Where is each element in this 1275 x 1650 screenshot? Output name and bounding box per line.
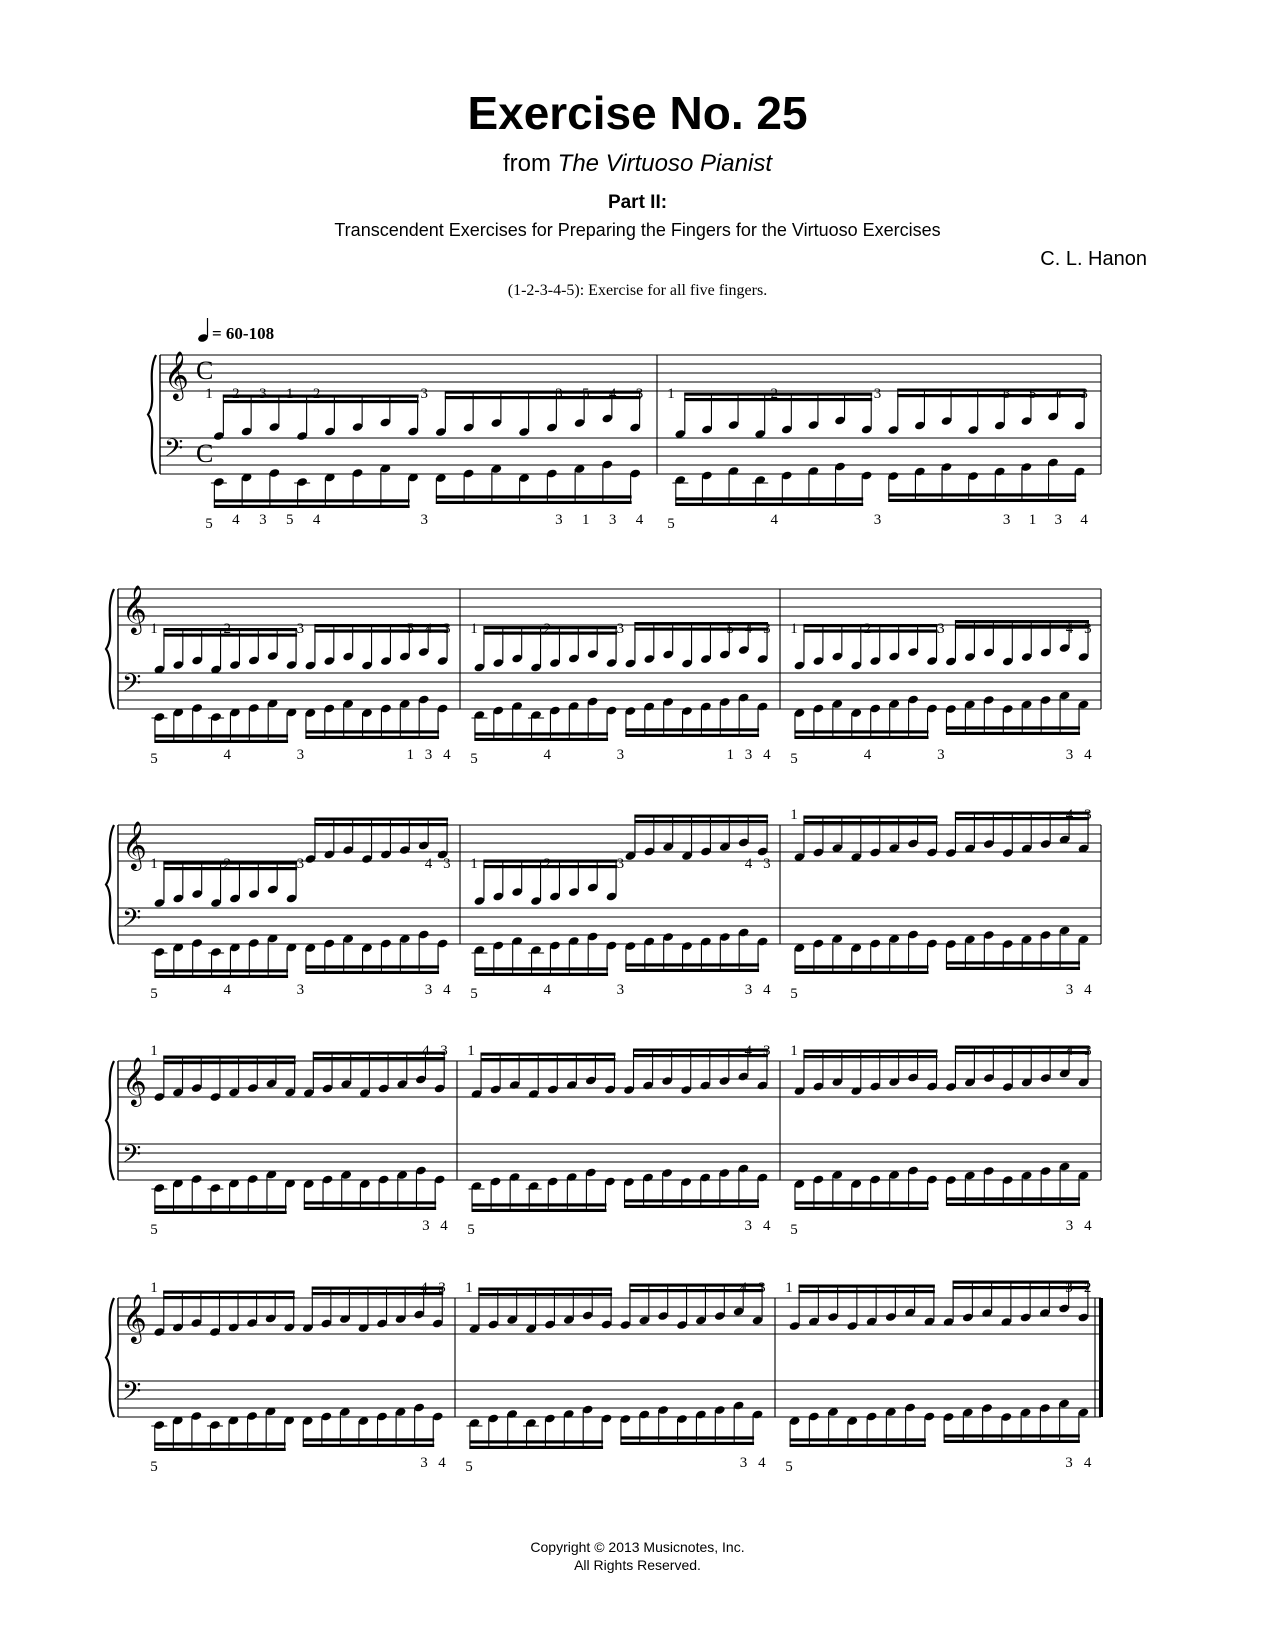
beam (469, 1446, 603, 1449)
bass-clef-icon: 𝄢 (122, 1140, 142, 1175)
fingering-number: 5 (581, 386, 590, 402)
beam (794, 1207, 928, 1210)
fingering-number: 3 (739, 1455, 748, 1471)
fingering-number: 3 (555, 512, 563, 528)
fingering-number: 1 (150, 1043, 158, 1059)
fingering-number: 3 (616, 747, 625, 763)
fingering-number: 3 (758, 1280, 766, 1296)
beam (478, 1293, 612, 1296)
final-barline (1099, 1298, 1103, 1417)
fingering-number: 3 (1080, 386, 1088, 402)
fingering-number: 4 (608, 386, 617, 402)
treble-clef-icon: 𝄞 (122, 820, 147, 869)
fingering-number: 4 (1084, 747, 1092, 763)
fingering-number: 1 (470, 621, 478, 637)
page-title: Exercise No. 25 (467, 87, 808, 139)
beam (888, 493, 1076, 496)
fingering-number: 3 (1084, 621, 1092, 637)
beam (154, 1211, 286, 1214)
instruction: (1-2-3-4-5): Exercise for all five fingers. (507, 282, 768, 299)
fingering-number: 5 (790, 986, 798, 1002)
fingering-number: 4 (424, 856, 433, 872)
beam (223, 395, 419, 398)
bass-clef-icon: 𝄢 (164, 434, 184, 469)
fingering-number: 3 (763, 621, 771, 637)
fingering-number: 4 (1065, 807, 1074, 823)
fingering-number: 5 (467, 1222, 475, 1238)
fingering-number: 4 (758, 1455, 766, 1471)
fingering-number: 1 (726, 747, 734, 763)
beam (888, 499, 1076, 502)
fingering-number: 4 (232, 512, 240, 528)
part-heading: Part II: (607, 192, 668, 213)
fingering-number: 4 (635, 512, 644, 528)
fingering-number: 3 (744, 1218, 753, 1234)
fingering-number: 3 (443, 621, 451, 637)
fingering-number: 4 (1084, 982, 1092, 998)
fingering-number: 4 (1065, 621, 1074, 637)
fingering-number: 4 (438, 1455, 446, 1471)
fingering-number: 3 (1002, 386, 1011, 402)
beam (305, 730, 439, 733)
fingering-number: 4 (312, 512, 321, 528)
fingering-number: 3 (296, 982, 305, 998)
fingering-number: 3 (438, 1280, 446, 1296)
fingering-number: 1 (467, 1043, 475, 1059)
beam (946, 726, 1080, 729)
beam (803, 1055, 937, 1058)
fingering-number: 4 (770, 512, 779, 528)
beam (314, 818, 448, 821)
fingering-number: 1 (790, 621, 798, 637)
brace-icon (106, 1061, 114, 1180)
fingering-number: 4 (744, 856, 753, 872)
fingering-number: 1 (667, 386, 675, 402)
fingering-number: 4 (1054, 386, 1063, 402)
fingering-number: 1 (406, 747, 414, 763)
beam (472, 1209, 607, 1212)
fingering-number: 2 (312, 386, 321, 402)
beam (675, 503, 863, 506)
fingering-number: 2 (223, 621, 231, 637)
beam (675, 497, 863, 500)
beam (436, 501, 632, 504)
fingering-number: 3 (616, 856, 625, 872)
composer: C. L. Hanon (1040, 248, 1147, 270)
fingering-number: 4 (424, 621, 433, 637)
fingering-number: 3 (424, 747, 433, 763)
beam (620, 1436, 754, 1439)
beam (305, 971, 439, 974)
fingering-number: 3 (873, 512, 882, 528)
fingering-number: 2 (543, 856, 551, 872)
fingering-number: 1 (465, 1280, 473, 1296)
fingering-number: 5 (150, 986, 158, 1002)
beam (472, 1203, 607, 1206)
treble-clef-icon: 𝄞 (122, 1293, 147, 1342)
fingering-number: 5 (150, 751, 158, 767)
bass-clef-icon: 𝄢 (122, 669, 142, 704)
fingering-number: 4 (744, 1043, 753, 1059)
beam (303, 1444, 434, 1447)
fingering-number: 5 (1028, 386, 1037, 402)
bass-clef-icon: 𝄢 (122, 904, 142, 939)
fingering-number: 3 (608, 512, 617, 528)
fingering-number: 4 (763, 982, 771, 998)
fingering-number: 2 (863, 621, 872, 637)
fingering-number: 4 (443, 747, 451, 763)
beam (154, 975, 288, 978)
fingering-number: 3 (1054, 512, 1063, 528)
beam (794, 730, 928, 733)
fingering-number: 4 (223, 747, 231, 763)
beam (214, 505, 410, 508)
fingering-number: 5 (470, 986, 478, 1002)
beam (154, 734, 288, 737)
fingering-number: 4 (1083, 1455, 1092, 1471)
fingering-number: 1 (790, 1043, 798, 1059)
fingering-number: 5 (667, 516, 675, 532)
fingering-number: 3 (1065, 982, 1074, 998)
beam (163, 1291, 294, 1294)
beam (625, 734, 759, 737)
fingering-number: 4 (1065, 1043, 1074, 1059)
copyright: Copyright © 2013 Musicnotes, Inc. (530, 1539, 745, 1555)
fingering-number: 3 (616, 982, 625, 998)
beam (946, 1203, 1080, 1206)
beam (634, 820, 768, 823)
time-signature: C (196, 356, 214, 385)
beam (154, 1442, 285, 1445)
subtitle-prefix: from (502, 150, 558, 177)
tempo-marking: = 60-108 (212, 324, 275, 343)
fingering-number: 3 (259, 512, 267, 528)
beam (944, 1440, 1080, 1443)
fingering-number: 3 (1084, 807, 1092, 823)
beam (223, 400, 419, 403)
fingering-number: 5 (285, 512, 294, 528)
treble-clef-icon: 𝄞 (122, 584, 147, 633)
fingering-number: 5 (465, 1459, 473, 1475)
fingering-number: 5 (150, 1222, 158, 1238)
fingering-number: 5 (790, 751, 798, 767)
fingering-number: 3 (744, 982, 753, 998)
beam (314, 823, 448, 826)
beam (474, 738, 608, 741)
beam (790, 1444, 926, 1447)
beam (305, 965, 439, 968)
beam (469, 1440, 603, 1443)
fingering-number: 4 (422, 1043, 430, 1059)
fingering-number: 3 (937, 747, 945, 763)
beam (625, 969, 759, 972)
beam (684, 398, 872, 401)
beam (946, 732, 1080, 735)
treble-clef-icon: 𝄞 (164, 350, 189, 399)
fingering-number: 3 (424, 982, 433, 998)
beam (154, 969, 288, 972)
fingering-number: 1 (205, 386, 213, 402)
fingering-number: 3 (1065, 747, 1074, 763)
fingering-number: 3 (420, 386, 429, 402)
beam (474, 967, 608, 970)
fingering-number: 3 (440, 1043, 448, 1059)
brace-icon (148, 355, 156, 474)
fingering-number: 4 (739, 1280, 748, 1296)
fingering-number: 4 (744, 621, 753, 637)
beam (946, 1197, 1080, 1200)
beam (163, 1061, 295, 1064)
fingering-number: 4 (1080, 512, 1088, 528)
fingering-number: 5 (790, 1222, 798, 1238)
fingering-number: 3 (422, 1218, 430, 1234)
beam (803, 1050, 937, 1053)
beam (436, 495, 632, 498)
brace-icon (106, 1298, 114, 1417)
beam (163, 1296, 294, 1299)
fingering-number: 4 (440, 1218, 448, 1234)
fingering-number: 3 (555, 386, 563, 402)
fingering-number: 3 (1084, 1043, 1092, 1059)
beam (944, 1434, 1080, 1437)
fingering-number: 3 (635, 386, 644, 402)
beam (794, 1201, 928, 1204)
beam (634, 815, 768, 818)
beam (163, 1056, 295, 1059)
beam (790, 1438, 926, 1441)
brace-icon (106, 589, 114, 709)
fingering-number: 3 (763, 856, 771, 872)
beam (481, 1053, 616, 1056)
beam (794, 736, 928, 739)
fingering-number: 2 (770, 386, 779, 402)
fingering-number: 1 (470, 856, 478, 872)
fingering-number: 3 (873, 386, 882, 402)
beam (214, 499, 410, 502)
beam (478, 1288, 612, 1291)
fingering-number: 3 (296, 856, 305, 872)
bass-clef-icon: 𝄢 (122, 1377, 142, 1412)
fingering-number: 4 (420, 1280, 428, 1296)
fingering-number: 3 (296, 621, 305, 637)
fingering-number: 4 (543, 982, 551, 998)
fingering-number: 5 (150, 1459, 158, 1475)
fingering-number: 3 (420, 1455, 428, 1471)
fingering-number: 5 (205, 516, 213, 532)
fingering-number: 3 (937, 621, 945, 637)
fingering-number: 3 (296, 747, 305, 763)
beam (304, 1207, 436, 1210)
rights: All Rights Reserved. (574, 1557, 701, 1573)
beam (305, 736, 439, 739)
fingering-number: 3 (1065, 1280, 1073, 1296)
fingering-number: 4 (863, 747, 872, 763)
fingering-number: 1 (790, 807, 798, 823)
fingering-number: 4 (763, 1218, 771, 1234)
subtitle-work: The Virtuoso Pianist (557, 150, 772, 177)
beam (154, 1448, 285, 1451)
time-signature: C (196, 439, 214, 468)
beam (799, 1285, 935, 1288)
brace-icon (106, 825, 114, 944)
beam (946, 967, 1080, 970)
beam (625, 963, 759, 966)
fingering-number: 1 (150, 1280, 158, 1296)
beam (481, 1058, 616, 1061)
beam (624, 1205, 759, 1208)
beam (625, 728, 759, 731)
fingering-number: 4 (763, 747, 771, 763)
fingering-number: 3 (744, 747, 753, 763)
fingering-number: 5 (470, 751, 478, 767)
fingering-number: 1 (1028, 512, 1037, 528)
beam (474, 973, 608, 976)
footer (0, 1538, 1275, 1574)
fingering-number: 2 (232, 386, 240, 402)
fingering-number: 4 (543, 747, 551, 763)
fingering-number: 5 (785, 1459, 793, 1475)
fingering-number: 3 (443, 856, 451, 872)
fingering-number: 3 (1065, 1218, 1074, 1234)
beam (799, 1290, 935, 1293)
fingering-number: 4 (1084, 1218, 1092, 1234)
beam (684, 393, 872, 396)
beam (803, 816, 937, 819)
beam (154, 1205, 286, 1208)
fingering-number: 3 (259, 386, 267, 402)
fingering-number: 1 (785, 1280, 793, 1296)
fingering-number: 3 (1002, 512, 1011, 528)
fingering-number: 2 (1083, 1280, 1092, 1296)
fingering-number: 4 (223, 982, 231, 998)
beam (794, 971, 928, 974)
fingering-number: 5 (406, 621, 414, 637)
part-description: Transcendent Exercises for Preparing the Fingers for the Virtuoso Exercises (334, 220, 941, 240)
fingering-number: 1 (150, 621, 158, 637)
beam (304, 1201, 436, 1204)
fingering-number: 2 (223, 856, 231, 872)
fingering-number: 3 (1065, 1455, 1073, 1471)
fingering-number: 3 (616, 621, 625, 637)
fingering-number: 1 (581, 512, 590, 528)
fingering-number: 4 (443, 982, 451, 998)
beam (620, 1442, 754, 1445)
beam (794, 965, 928, 968)
fingering-number: 5 (726, 621, 734, 637)
fingering-number: 1 (285, 386, 294, 402)
beam (303, 1438, 434, 1441)
beam (946, 961, 1080, 964)
beam (474, 732, 608, 735)
beam (624, 1199, 759, 1202)
beam (803, 821, 937, 824)
fingering-number: 3 (763, 1043, 771, 1059)
fingering-number: 3 (420, 512, 429, 528)
fingering-number: 2 (543, 621, 551, 637)
beam (154, 740, 288, 743)
treble-clef-icon: 𝄞 (122, 1056, 147, 1105)
fingering-number: 1 (150, 856, 158, 872)
